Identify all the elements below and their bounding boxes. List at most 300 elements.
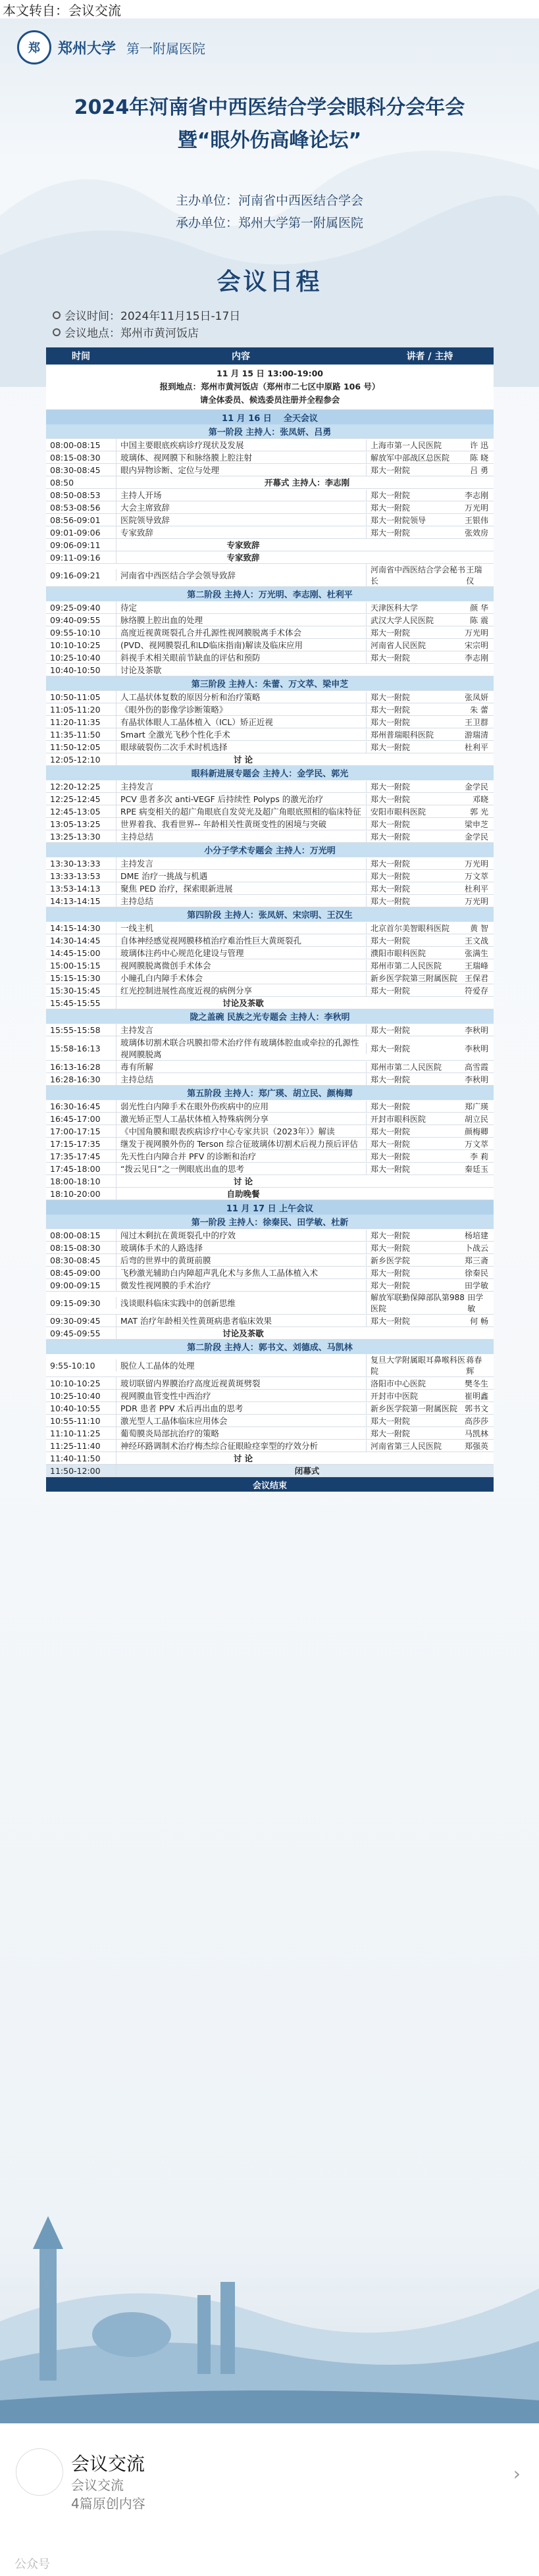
row-person: 许 迅 <box>470 440 488 450</box>
row-time: 09:06-09:11 <box>50 540 101 550</box>
row-time: 08:45-09:00 <box>50 1267 101 1278</box>
poster <box>0 18 539 2423</box>
row-institution: 郑州普瑞眼科医院 <box>371 730 434 740</box>
row-person: 陈 晓 <box>470 453 488 463</box>
row-topic: 视网膜脱离微创手术体会 <box>116 959 366 971</box>
row-time: 14:45-15:00 <box>50 947 101 958</box>
row-topic: 闯过木剩抗在黄斑裂孔中的疗效 <box>116 1229 366 1241</box>
row-speaker <box>366 1163 494 1174</box>
row-institution: 郑大一附院 <box>371 465 411 475</box>
row-institution: 郑大一附院 <box>371 692 411 702</box>
row-topic: 专家致辞 <box>116 551 366 563</box>
row-time: 11:10-11:25 <box>50 1428 101 1438</box>
row-time: 10:40-10:50 <box>50 665 101 675</box>
row-time: 10:25-10:40 <box>50 1390 101 1401</box>
row-topic: 一线主机 <box>116 922 366 934</box>
row-topic: 人工晶状体复数的原因分析和治疗策略 <box>116 691 366 703</box>
row-person: 郑广瑛 <box>464 1101 488 1111</box>
row-topic: 毒有所解 <box>116 1061 366 1073</box>
row-institution: 安阳市眼科医院 <box>371 807 426 817</box>
row-time: 16:13-16:28 <box>50 1061 101 1072</box>
row-institution: 郑大一附院 <box>371 871 411 881</box>
row-speaker <box>366 831 494 842</box>
schedule-table <box>46 347 494 1492</box>
row-time: 13:25-13:30 <box>50 831 101 842</box>
row-topic: 后弯的世界中的黄斑前膜 <box>116 1254 366 1266</box>
row-institution: 郑大一附院 <box>371 1074 411 1084</box>
row-time: 08:15-08:30 <box>50 452 101 463</box>
row-topic: RPE 病变相关的超广角眼底自发荧光及超广角眼底照相的临床特征 <box>116 805 366 817</box>
row-institution: 郑大一附院 <box>371 1268 411 1278</box>
row-person: 杜利平 <box>464 884 488 894</box>
row-topic: 眼球破裂伤二次手术时机选择 <box>116 741 366 753</box>
day-16-header: 11 月 16 日 全天会议 <box>46 410 494 424</box>
table-row <box>46 753 494 766</box>
row-topic: 讨论及茶歇 <box>116 997 366 1009</box>
table-header: 时间 内容 讲者 / 主持 <box>46 347 494 365</box>
row-topic: Smart 全激光飞秒个性化手术 <box>116 728 366 740</box>
row-speaker <box>366 806 494 817</box>
table-row <box>46 959 494 972</box>
row-speaker <box>366 1403 494 1414</box>
row-topic: 主持发言 <box>116 1024 366 1036</box>
row-speaker <box>366 627 494 638</box>
row-speaker <box>366 729 494 740</box>
row-person: 万文萃 <box>464 871 488 881</box>
row-topic: 浅谈眼科临床实践中的创新思维 <box>116 1297 366 1309</box>
row-institution: 濮阳市眼科医院 <box>371 948 426 958</box>
row-person: 樊冬生 <box>464 1378 488 1388</box>
table-row <box>46 489 494 501</box>
row-speaker <box>366 858 494 869</box>
row-topic: 大会主席致辞 <box>116 501 366 513</box>
row-time: 11:20-11:35 <box>50 717 101 727</box>
table-row <box>46 984 494 997</box>
row-topic: 世界着我、我看世界-- 年龄相关性黄斑变性的困境与突破 <box>116 818 366 830</box>
session-header: 第二阶段 主持人：万光明、李志刚、杜利平 <box>46 587 494 601</box>
row-speaker <box>366 564 494 586</box>
row-speaker <box>366 1315 494 1326</box>
row-time: 12:45-13:05 <box>50 806 101 817</box>
row-institution: 新乡医学院第一附属医院 <box>371 1403 458 1413</box>
closing-row <box>46 1465 494 1477</box>
row-person: 万光明 <box>464 896 488 906</box>
row-institution: 上海市第一人民医院 <box>371 440 442 450</box>
row-time: 12:25-12:45 <box>50 794 101 804</box>
row-time: 11:50-12:00 <box>50 1465 101 1476</box>
row-topic: 玻璃体注药中心规范化建设与管理 <box>116 947 366 959</box>
session-header: 第五阶段 主持人：郑广瑛、胡立民、颜梅卿 <box>46 1086 494 1100</box>
row-topic: 河南省中西医结合学会领导致辞 <box>116 569 366 581</box>
table-row <box>46 870 494 882</box>
row-time: 16:28-16:30 <box>50 1074 101 1084</box>
table-row <box>46 793 494 805</box>
row-institution: 郑大一附院 <box>371 742 411 752</box>
meeting-time: 会议时间：2024年11月15日-17日 <box>53 307 240 323</box>
row-topic: 斜视手术相关眼前节缺血的评估和预防 <box>116 651 366 663</box>
row-time: 09:00-09:15 <box>50 1280 101 1290</box>
row-time: 11:40-11:50 <box>50 1453 101 1463</box>
row-institution: 解放军中部战区总医院 <box>371 453 450 463</box>
row-institution: 开封市中医院 <box>371 1391 419 1401</box>
row-time: 15:45-15:55 <box>50 998 101 1008</box>
row-topic: 有晶状体眼人工晶体植入（ICL）矫正近视 <box>116 716 366 728</box>
row-person: 高莎莎 <box>464 1416 488 1426</box>
row-institution: 河南省中西医结合学会秘书长 <box>371 565 466 586</box>
row-speaker <box>366 452 494 463</box>
row-institution: 郑大一附院 <box>371 1139 411 1149</box>
table-row <box>46 526 494 539</box>
row-time: 15:30-15:45 <box>50 985 101 996</box>
row-institution: 郑大一附院 <box>371 1416 411 1426</box>
row-topic: 眼内异物诊断、定位与处理 <box>116 464 366 476</box>
table-row <box>46 614 494 626</box>
row-institution: 郑大一附院 <box>371 832 411 842</box>
table-row <box>46 539 494 551</box>
row-speaker <box>366 1378 494 1389</box>
row-topic: 红光控制进展性高度近视的病例分享 <box>116 984 366 996</box>
row-topic: 视网膜血管变性中西治疗 <box>116 1390 366 1402</box>
row-time: 09:45-09:55 <box>50 1328 101 1338</box>
row-person: 游瑞清 <box>464 730 488 740</box>
row-institution: 郑大一附院 <box>371 884 411 894</box>
row-person: 徐秦民 <box>464 1268 488 1278</box>
row-topic: 神经环路调制术治疗梅杰综合征眼睑痉挛型的疗效分析 <box>116 1440 366 1452</box>
row-person: 宋宗明 <box>464 640 488 650</box>
row-time: 09:30-09:45 <box>50 1315 101 1326</box>
account-name: 会议交流 <box>71 2453 145 2475</box>
row-time: 08:56-09:01 <box>50 515 101 525</box>
row-time: 13:33-13:53 <box>50 871 101 881</box>
row-person: 田学敏 <box>467 1293 484 1313</box>
row-institution: 郑大一附院领导 <box>371 515 426 525</box>
row-speaker <box>366 515 494 526</box>
row-institution: 郑大一附院 <box>371 986 411 996</box>
row-institution: 武汉大学人民医院 <box>371 615 434 625</box>
row-institution: 郑大一附院 <box>371 782 411 792</box>
table-row <box>46 1327 494 1340</box>
organizer: 主办单位：河南省中西医结合学会 <box>175 193 363 208</box>
row-institution: 郑大一附院 <box>371 794 411 804</box>
row-time: 15:15-15:30 <box>50 972 101 983</box>
row-person: 胡立民 <box>464 1114 488 1124</box>
row-person: 黄 智 <box>470 923 488 933</box>
row-institution: 郑大一附院 <box>371 1243 411 1253</box>
row-time: 14:13-14:15 <box>50 896 101 906</box>
row-speaker <box>366 1255 494 1266</box>
table-row <box>46 1024 494 1036</box>
row-time: 08:15-08:30 <box>50 1242 101 1253</box>
row-time: 18:00-18:10 <box>50 1176 101 1186</box>
session-header: 第四阶段 主持人：张凤妍、宋宗明、王汉生 <box>46 907 494 922</box>
row-time: 14:30-14:45 <box>50 935 101 946</box>
row-time: 14:15-14:30 <box>50 922 101 933</box>
row-institution: 郑大一附院 <box>371 1164 411 1174</box>
row-topic: 讨 论 <box>116 753 366 765</box>
row-person: 张效房 <box>464 528 488 538</box>
main-title: 2024年河南省中西医结合学会眼科分会年会 <box>74 96 465 119</box>
row-speaker <box>366 1415 494 1427</box>
row-speaker <box>366 717 494 728</box>
table-row <box>46 1229 494 1242</box>
row-time: 18:10-20:00 <box>50 1188 101 1199</box>
row-person: 王卫群 <box>464 717 488 727</box>
row-speaker <box>366 1292 494 1314</box>
row-institution: 郑大一附院 <box>371 1101 411 1111</box>
table-row <box>46 857 494 870</box>
row-person: 高雪霞 <box>464 1062 488 1072</box>
table-row <box>46 882 494 895</box>
table-row <box>46 501 494 514</box>
row-speaker <box>366 502 494 513</box>
row-time: 10:50-11:05 <box>50 692 101 702</box>
table-row <box>46 1354 494 1377</box>
row-person: 王瑞峰 <box>464 961 488 971</box>
row-institution: 郑大一附院 <box>371 653 411 663</box>
row-time: 09:15-09:30 <box>50 1298 101 1308</box>
table-row <box>46 1427 494 1440</box>
row-person: 万光明 <box>464 859 488 869</box>
row-person: 金学民 <box>464 832 488 842</box>
row-time: 13:30-13:33 <box>50 858 101 869</box>
table-row <box>46 1163 494 1175</box>
row-speaker <box>366 922 494 934</box>
session-header: 第二阶段 主持人：郭书文、刘德成、马凯林 <box>46 1340 494 1354</box>
row-institution: 郑大一附院 <box>371 705 411 715</box>
row-time: 16:45-17:00 <box>50 1113 101 1124</box>
account-avatar <box>16 2448 63 2496</box>
row-institution: 郑大一附院 <box>371 1126 411 1136</box>
row-institution: 洛阳市中心医院 <box>371 1378 426 1388</box>
row-speaker <box>366 1151 494 1162</box>
row-time: 17:45-18:00 <box>50 1163 101 1174</box>
table-row <box>46 639 494 651</box>
table-row <box>46 1440 494 1452</box>
row-person: 崔明鑫 <box>464 1391 488 1401</box>
table-row <box>46 1267 494 1279</box>
account-card[interactable] <box>0 2423 539 2576</box>
row-speaker <box>366 1043 494 1054</box>
row-person: 张凤妍 <box>464 692 488 702</box>
table-row <box>46 514 494 526</box>
row-time: 09:16-09:21 <box>50 570 101 580</box>
row-time: 10:40-10:55 <box>50 1403 101 1413</box>
row-speaker <box>366 440 494 451</box>
row-speaker <box>366 960 494 971</box>
row-speaker <box>366 652 494 663</box>
row-institution: 解放军联勤保障部队第988医院 <box>371 1293 465 1313</box>
row-speaker <box>366 1024 494 1036</box>
logo-sub: 第一附属医院 <box>126 40 206 57</box>
row-time: 15:00-15:15 <box>50 960 101 971</box>
day-header: 11 月 17 日 上午会议 <box>46 1200 494 1215</box>
row-topic: 脱位人工晶体的处理 <box>116 1359 366 1371</box>
row-topic: 玻璃体手术的人路选择 <box>116 1242 366 1253</box>
sub-title: 暨“眼外伤高峰论坛” <box>177 129 362 152</box>
row-speaker <box>366 935 494 946</box>
table-row <box>46 741 494 753</box>
row-person: 郭书文 <box>464 1403 488 1413</box>
row-topic: 先天性白内障合并 PFV 的诊断和治疗 <box>116 1150 366 1162</box>
row-speaker <box>366 896 494 907</box>
row-time: 08:00-08:15 <box>50 440 101 450</box>
row-topic: 医院领导致辞 <box>116 514 366 526</box>
row-institution: 郑大一附院 <box>371 1044 411 1053</box>
row-speaker <box>366 781 494 792</box>
row-time: 10:10-10:25 <box>50 640 101 650</box>
row-speaker <box>366 794 494 805</box>
row-topic: 主持总结 <box>116 830 366 842</box>
row-topic: 小瞳孔白内障手术体会 <box>116 972 366 984</box>
row-topic: 主持发言 <box>116 857 366 869</box>
clock-icon <box>53 311 61 319</box>
account-type-tag: 公众号 <box>14 2558 50 2571</box>
row-speaker <box>366 602 494 613</box>
row-person: 王银伟 <box>464 515 488 525</box>
table-row <box>46 1188 494 1200</box>
row-speaker <box>366 1126 494 1137</box>
row-topic: PDR 患者 PPV 术后再出血的思考 <box>116 1402 366 1414</box>
account-subtitle: 会议交流 <box>71 2477 124 2493</box>
row-person: 卜战云 <box>464 1243 488 1253</box>
row-time: 08:53-08:56 <box>50 502 101 513</box>
table-row <box>46 805 494 818</box>
row-person: 陈 震 <box>470 615 488 625</box>
row-topic: 《中国角膜和眼表疾病诊疗中心专家共识（2023年）》解读 <box>116 1125 366 1137</box>
row-person: 万光明 <box>464 503 488 513</box>
table-row <box>46 728 494 741</box>
row-topic: 讨论及茶歇 <box>116 1327 366 1339</box>
session-header: 眼科新进展专题会 主持人：金学民、郭光 <box>46 766 494 780</box>
session-header: 小分子学术专题会 主持人：万光明 <box>46 843 494 857</box>
row-person: 符爱存 <box>464 986 488 996</box>
table-row <box>46 1242 494 1254</box>
table-row <box>46 716 494 728</box>
row-time: 9:55-10:10 <box>50 1360 95 1371</box>
row-institution: 郑大一附院 <box>371 490 411 500</box>
row-institution: 郑大一附院 <box>371 936 411 946</box>
row-topic: 继发于视网膜外伤的 Terson 综合征玻璃体切割术后视力预后评估 <box>116 1138 366 1149</box>
meeting-end-bar: 会议结束 <box>46 1477 494 1492</box>
row-institution: 郑大一附院 <box>371 628 411 638</box>
row-person: 郭 光 <box>470 807 488 817</box>
row-time: 08:50-08:53 <box>50 490 101 500</box>
row-institution: 郑大一附院 <box>371 859 411 869</box>
row-institution: 郑大一附院 <box>371 717 411 727</box>
table-row <box>46 464 494 476</box>
account-article-count: 4篇原创内容 <box>71 2496 145 2512</box>
table-row <box>46 830 494 843</box>
table-row <box>46 1061 494 1073</box>
row-topic: 玻璃体、视网膜下和脉络膜上腔注射 <box>116 451 366 463</box>
row-time: 17:15-17:35 <box>50 1138 101 1149</box>
row-institution: 河南省人民医院 <box>371 640 426 650</box>
row-topic: 主持人开场 <box>116 489 366 501</box>
row-topic: 主持总结 <box>116 1073 366 1085</box>
table-row <box>46 1279 494 1292</box>
row-time: 11:50-12:05 <box>50 742 101 752</box>
row-time: 17:35-17:45 <box>50 1151 101 1161</box>
row-time: 08:30-08:45 <box>50 1255 101 1265</box>
row-institution: 郑大一附院 <box>371 1025 411 1035</box>
row-person: 蒋春辉 <box>466 1355 482 1376</box>
row-topic: PCV 患者多次 anti-VEGF 后持续性 Polyps 的激光治疗 <box>116 793 366 805</box>
row-person: 李 莉 <box>470 1151 488 1161</box>
row-time: 09:40-09:55 <box>50 615 101 625</box>
table-row <box>46 664 494 676</box>
row-time: 13:53-14:13 <box>50 883 101 894</box>
row-time: 15:55-15:58 <box>50 1024 101 1035</box>
table-row <box>46 1390 494 1402</box>
row-institution: 郑大一附院 <box>371 1280 411 1290</box>
row-speaker <box>366 1138 494 1149</box>
row-topic: 弱光性白内障手术在眼外伤疾病中的应用 <box>116 1100 366 1112</box>
row-institution: 开封市眼科医院 <box>371 1114 426 1124</box>
row-person: 颜梅卿 <box>464 1126 488 1136</box>
row-person: 李志刚 <box>464 653 488 663</box>
row-topic: 激光型人工晶体临床应用体会 <box>116 1415 366 1427</box>
row-institution: 新乡医学院第三附属医院 <box>371 973 458 983</box>
row-person: 王瑞仪 <box>466 565 482 586</box>
row-person: 郑强英 <box>464 1441 488 1451</box>
table-row <box>46 451 494 464</box>
row-speaker <box>366 1390 494 1402</box>
table-row <box>46 651 494 664</box>
row-time: 11:35-11:50 <box>50 729 101 740</box>
row-institution: 北京首尔美智眼科医院 <box>371 923 450 933</box>
row-speaker <box>366 704 494 715</box>
row-topic: 讨 论 <box>116 1452 366 1464</box>
row-time: 15:58-16:13 <box>50 1043 101 1053</box>
schedule-title: 会议日程 <box>217 268 322 295</box>
row-time: 08:30-08:45 <box>50 465 101 475</box>
row-time: 09:25-09:40 <box>50 602 101 613</box>
row-topic: 高度近视黄斑裂孔合并孔源性视网膜脱离手术体会 <box>116 626 366 638</box>
row-time: 10:25-10:40 <box>50 652 101 663</box>
row-speaker <box>366 819 494 830</box>
row-topic: DME 治疗一挑战与机遇 <box>116 870 366 882</box>
row-speaker <box>366 1113 494 1124</box>
session-header: 第三阶段 主持人：朱蕾、万文萃、梁申芝 <box>46 676 494 691</box>
row-person: 李秋明 <box>464 1044 488 1053</box>
table-row <box>46 1292 494 1315</box>
row-speaker <box>366 615 494 626</box>
row-topic: 葡萄膜炎局部抗治疗的策略 <box>116 1427 366 1439</box>
row-topic: 讨论及茶歇 <box>116 664 366 676</box>
row-institution: 郑大一附院 <box>371 819 411 829</box>
row-person: 杨培建 <box>464 1230 488 1240</box>
row-speaker <box>366 871 494 882</box>
row-person: 邓晓 <box>472 794 488 804</box>
row-institution: 新乡医学院 <box>371 1255 411 1265</box>
row-time: 12:20-12:25 <box>50 781 101 792</box>
table-row <box>46 818 494 830</box>
row-speaker <box>366 947 494 959</box>
table-row <box>46 1036 494 1061</box>
table-row <box>46 1315 494 1327</box>
row-person: 张满生 <box>464 948 488 958</box>
row-time: 09:55-10:10 <box>50 627 101 638</box>
chevron-right-icon[interactable]: › <box>513 2463 521 2485</box>
row-topic: 专家致辞 <box>116 526 366 538</box>
row-time: 11:25-11:40 <box>50 1440 101 1451</box>
row-time: 10:10-10:25 <box>50 1378 101 1388</box>
repost-note: 本文转自：会议交流 <box>3 3 121 18</box>
row-person: 金学民 <box>464 782 488 792</box>
row-time: 12:05-12:10 <box>50 754 101 765</box>
row-topic: 自助晚餐 <box>116 1188 366 1200</box>
row-topic: 自体神经感觉视网膜移植治疗难治性巨大黄斑裂孔 <box>116 934 366 946</box>
